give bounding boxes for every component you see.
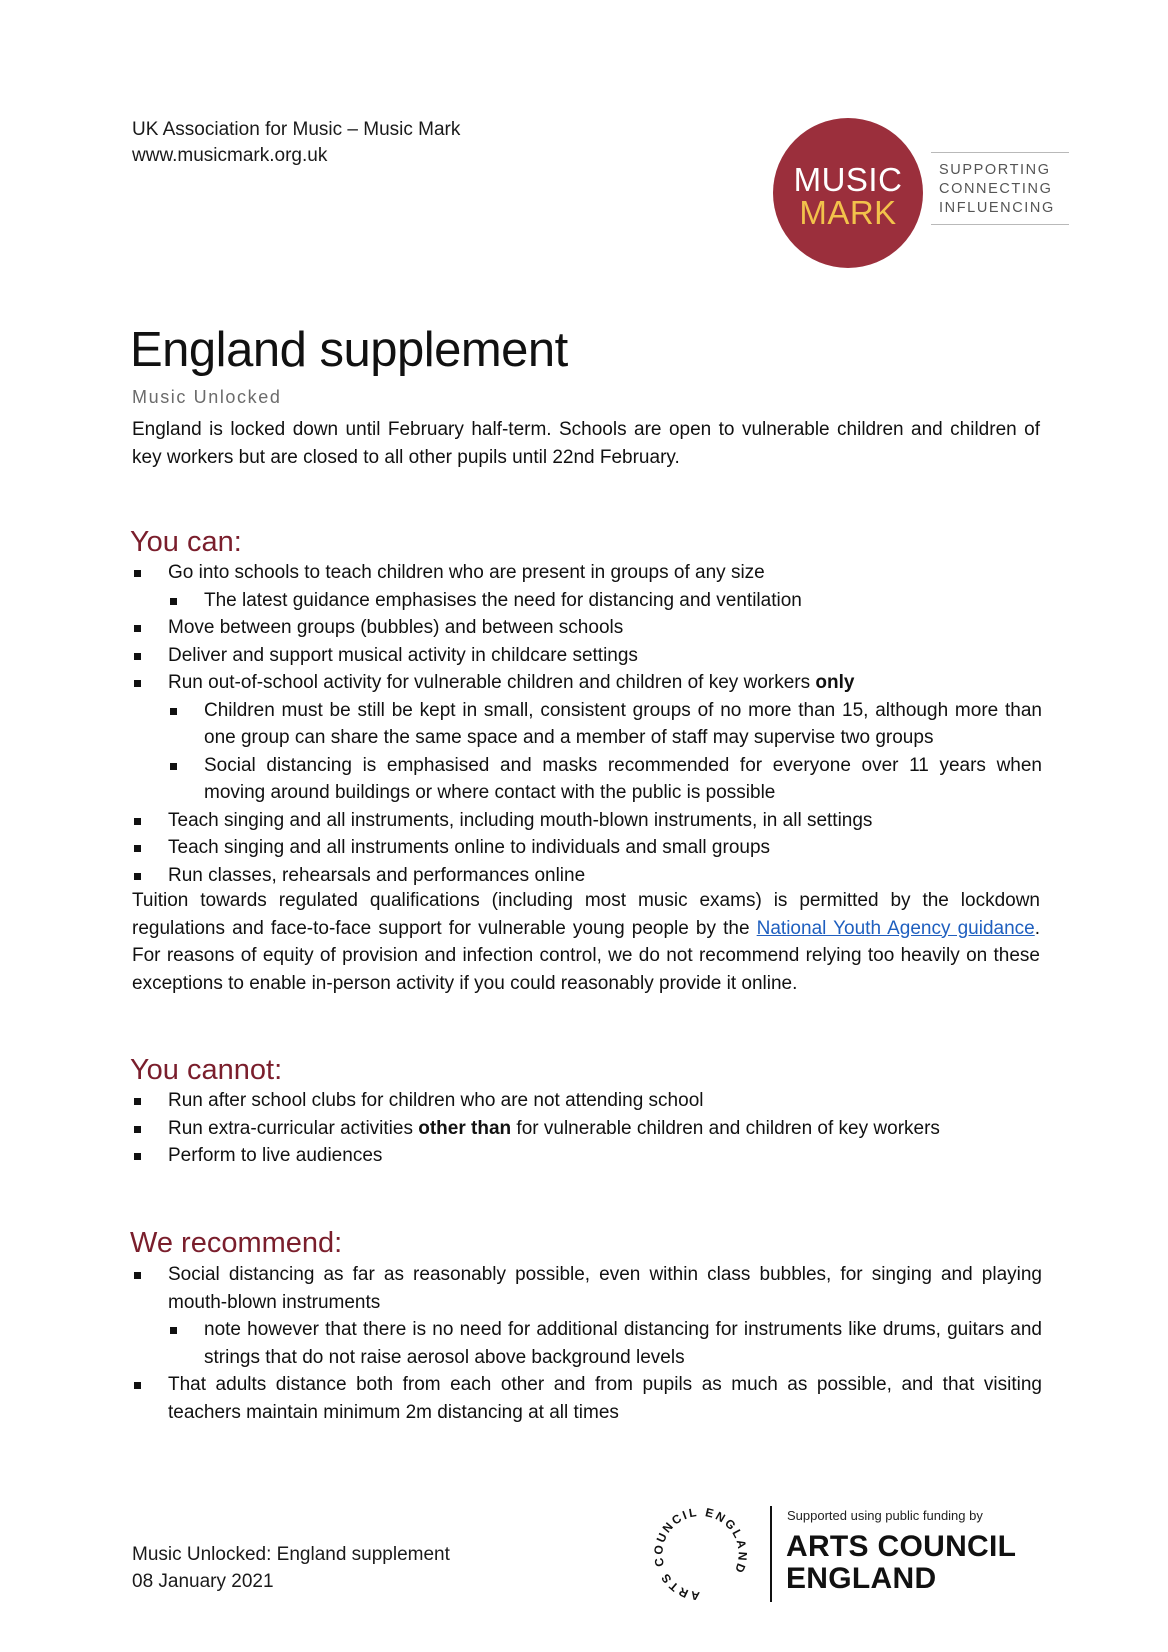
list-item-text: Social distancing is emphasised and masks recommended for everyone over 11 years when moving around buildings or where contact with the public is possible [204, 754, 1042, 803]
arts-council-divider [770, 1506, 772, 1602]
bullet-icon [134, 818, 141, 825]
you-can-list [132, 559, 1042, 889]
bullet-icon [134, 625, 141, 632]
bullet-icon [170, 598, 177, 605]
list-item-text: note however that there is no need for additional distancing for instruments like drums, guitars and strings that do not raise aerosol above background levels [204, 1319, 1042, 1368]
list-item [132, 1142, 1042, 1170]
list-item [132, 697, 1042, 752]
list-item [132, 862, 1042, 890]
list-item-text: Run extra-curricular activities [168, 1117, 419, 1139]
arts-council-ring-text: ARTS COUNCIL ENGLAND [651, 1504, 750, 1604]
we-recommend-heading: We recommend: [130, 1227, 343, 1259]
bullet-icon [170, 708, 177, 715]
bullet-icon [170, 1327, 177, 1334]
logo-word-mark: MARK [799, 194, 897, 231]
list-item [132, 614, 1042, 642]
list-item [132, 807, 1042, 835]
bullet-icon [134, 873, 141, 880]
national-youth-agency-link[interactable]: National Youth Agency guidance [756, 917, 1035, 939]
list-item [132, 834, 1042, 862]
tuition-text-end: . For reasons of equity of provision and infection control, we do not recommend relying too heavily on these exceptions to enable in-person activity if you could reasonably provide it online. [132, 917, 1040, 994]
logo-word-music: MUSIC [793, 161, 903, 198]
logo-tagline-influencing: INFLUENCING [939, 200, 1055, 216]
emphasis-only: only [815, 672, 855, 693]
bullet-icon [134, 1098, 141, 1105]
svg-text:ARTS COUNCIL ENGLAND [651, 1505, 750, 1603]
organisation-name: UK Association for Music – Music Mark [132, 119, 461, 140]
logo-tagline [931, 152, 1069, 225]
list-item [132, 559, 1042, 587]
logo-tagline-connecting: CONNECTING [939, 181, 1053, 197]
you-cannot-heading: You cannot: [130, 1054, 283, 1086]
bullet-icon [134, 570, 141, 577]
bullet-icon [134, 653, 141, 660]
arts-council-ring-logo [645, 1500, 765, 1610]
page-title: England supplement [130, 323, 568, 377]
list-item-text: Teach singing and all instruments online to individuals and small groups [168, 837, 771, 858]
list-item-text: Children must be still be kept in small, consistent groups of no more than 15, although more than one group can share the same space and a member of staff may supervise two groups [204, 699, 1042, 748]
list-item [132, 1087, 1042, 1115]
tuition-paragraph [132, 887, 1040, 997]
list-item-text: Teach singing and all instruments, including mouth-blown instruments, in all settings [168, 809, 873, 831]
list-item [132, 642, 1042, 670]
bullet-icon [134, 1126, 141, 1133]
arts-council-supported-text: Supported using public funding by [787, 1508, 983, 1523]
list-item-text: Move between groups (bubbles) and between schools [168, 617, 624, 638]
bullet-icon [134, 1272, 141, 1279]
list-item [132, 587, 1042, 615]
organisation-website: www.musicmark.org.uk [132, 145, 328, 166]
emphasis-other-than: other than [418, 1117, 512, 1139]
list-item-text: That adults distance both from each other and from pupils as much as possible, and that visiting teachers maintain minimum 2m distancing at all times [168, 1374, 1042, 1423]
list-item-text: Social distancing as far as reasonably possible, even within class bubbles, for singing and playing mouth-blown instruments [168, 1264, 1042, 1313]
logo-tagline-supporting: SUPPORTING [939, 162, 1051, 178]
footer-date: 08 January 2021 [132, 1571, 274, 1592]
list-item-text: Run classes, rehearsals and performances online [168, 864, 586, 886]
list-item [132, 1316, 1042, 1371]
list-item-text: Run after school clubs for children who are not attending school [168, 1090, 704, 1111]
tuition-text-start: Tuition towards regulated qualifications (including most music exams) is permitted by the lockdown regulations and face-to-face support for vulnerable young people by the [132, 890, 1040, 939]
list-item-text: Run out-of-school activity for vulnerable children and children of key workers [168, 672, 816, 693]
list-item [132, 1371, 1042, 1426]
list-item [132, 752, 1042, 807]
arts-council-logo [645, 1500, 1025, 1610]
intro-paragraph: England is locked down until February half-term. Schools are open to vulnerable children and children of key workers but are closed to all other pupils until 22nd February. [132, 419, 1040, 468]
you-cannot-list [132, 1087, 1042, 1170]
list-item-text: Deliver and support musical activity in childcare settings [168, 644, 638, 666]
list-item-text: The latest guidance emphasises the need for distancing and ventilation [204, 589, 802, 611]
bullet-icon [134, 1153, 141, 1160]
bullet-icon [134, 680, 141, 687]
footer-document-name: Music Unlocked: England supplement [132, 1544, 450, 1565]
list-item-text: for vulnerable children and children of key workers [511, 1117, 940, 1139]
arts-council-name-line2: ENGLAND [786, 1562, 937, 1595]
page-subtitle: Music Unlocked [132, 387, 282, 407]
list-item [132, 1261, 1042, 1316]
bullet-icon [170, 763, 177, 770]
arts-council-name-line1: ARTS COUNCIL [786, 1530, 1017, 1563]
bullet-icon [134, 1382, 141, 1389]
you-can-heading: You can: [130, 526, 242, 558]
list-item [132, 669, 1042, 697]
bullet-icon [134, 845, 141, 852]
list-item-text: Perform to live audiences [168, 1145, 383, 1166]
list-item-text: Go into schools to teach children who are present in groups of any size [168, 562, 765, 583]
we-recommend-list [132, 1261, 1042, 1426]
music-mark-logo [773, 118, 1093, 270]
list-item [132, 1115, 1042, 1143]
